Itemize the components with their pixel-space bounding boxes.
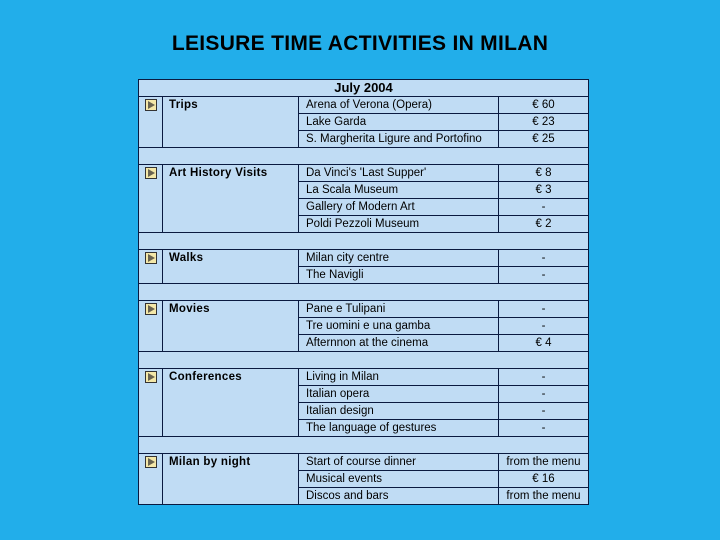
activity-name: Discos and bars — [299, 488, 499, 505]
activity-price: € 23 — [499, 114, 589, 131]
activity-name: S. Margherita Ligure and Portofino — [299, 131, 499, 148]
activity-price: € 60 — [499, 97, 589, 114]
activity-name: Lake Garda — [299, 114, 499, 131]
activity-price: - — [499, 199, 589, 216]
activity-name: Milan city centre — [299, 250, 499, 267]
category-label: Trips — [163, 97, 299, 148]
category-label: Art History Visits — [163, 165, 299, 233]
activity-name: La Scala Museum — [299, 182, 499, 199]
category-label: Movies — [163, 301, 299, 352]
spacer-cell — [139, 352, 589, 369]
activity-name: Arena of Verona (Opera) — [299, 97, 499, 114]
spacer-cell — [139, 284, 589, 301]
activity-price: € 3 — [499, 182, 589, 199]
table-row — [139, 165, 589, 182]
activity-price: from the menu — [499, 454, 589, 471]
activity-name: Italian opera — [299, 386, 499, 403]
icon-cell — [139, 454, 163, 505]
activity-price: - — [499, 318, 589, 335]
activity-name: Italian design — [299, 403, 499, 420]
activity-price: € 16 — [499, 471, 589, 488]
activity-name: Musical events — [299, 471, 499, 488]
spacer-cell — [139, 148, 589, 165]
activity-price: - — [499, 250, 589, 267]
spacer-row — [139, 437, 589, 454]
spacer-row — [139, 233, 589, 250]
activity-price: € 25 — [499, 131, 589, 148]
spacer-row — [139, 352, 589, 369]
activities-table — [138, 79, 589, 505]
page-title: LEISURE TIME ACTIVITIES IN MILAN — [171, 32, 549, 55]
icon-cell — [139, 97, 163, 148]
spacer-cell — [139, 233, 589, 250]
activity-price: - — [499, 301, 589, 318]
activity-price: - — [499, 267, 589, 284]
play-icon[interactable] — [145, 303, 157, 315]
table-row — [139, 369, 589, 386]
activity-name: Tre uomini e una gamba — [299, 318, 499, 335]
icon-cell — [139, 250, 163, 284]
table-header: July 2004 — [139, 80, 589, 97]
table-row — [139, 301, 589, 318]
activity-name: The language of gestures — [299, 420, 499, 437]
activity-name: Start of course dinner — [299, 454, 499, 471]
play-icon[interactable] — [145, 167, 157, 179]
activity-name: The Navigli — [299, 267, 499, 284]
table-row — [139, 454, 589, 471]
activity-name: Afternnon at the cinema — [299, 335, 499, 352]
activity-price: € 4 — [499, 335, 589, 352]
activity-name: Gallery of Modern Art — [299, 199, 499, 216]
activity-price: - — [499, 420, 589, 437]
play-icon[interactable] — [145, 371, 157, 383]
activity-name: Poldi Pezzoli Museum — [299, 216, 499, 233]
activity-price: from the menu — [499, 488, 589, 505]
icon-cell — [139, 165, 163, 233]
play-icon[interactable] — [145, 456, 157, 468]
spacer-cell — [139, 437, 589, 454]
spacer-row — [139, 284, 589, 301]
play-icon[interactable] — [145, 252, 157, 264]
activity-price: € 8 — [499, 165, 589, 182]
header-row — [139, 80, 589, 97]
category-label: Conferences — [163, 369, 299, 437]
category-label: Milan by night — [163, 454, 299, 505]
activity-price: - — [499, 386, 589, 403]
activity-name: Living in Milan — [299, 369, 499, 386]
play-icon[interactable] — [145, 99, 157, 111]
activity-name: Da Vinci's 'Last Supper' — [299, 165, 499, 182]
activity-price: € 2 — [499, 216, 589, 233]
icon-cell — [139, 369, 163, 437]
spacer-row — [139, 148, 589, 165]
activity-price: - — [499, 403, 589, 420]
icon-cell — [139, 301, 163, 352]
table-row — [139, 97, 589, 114]
category-label: Walks — [163, 250, 299, 284]
table-row — [139, 250, 589, 267]
activity-price: - — [499, 369, 589, 386]
activity-name: Pane e Tulipani — [299, 301, 499, 318]
